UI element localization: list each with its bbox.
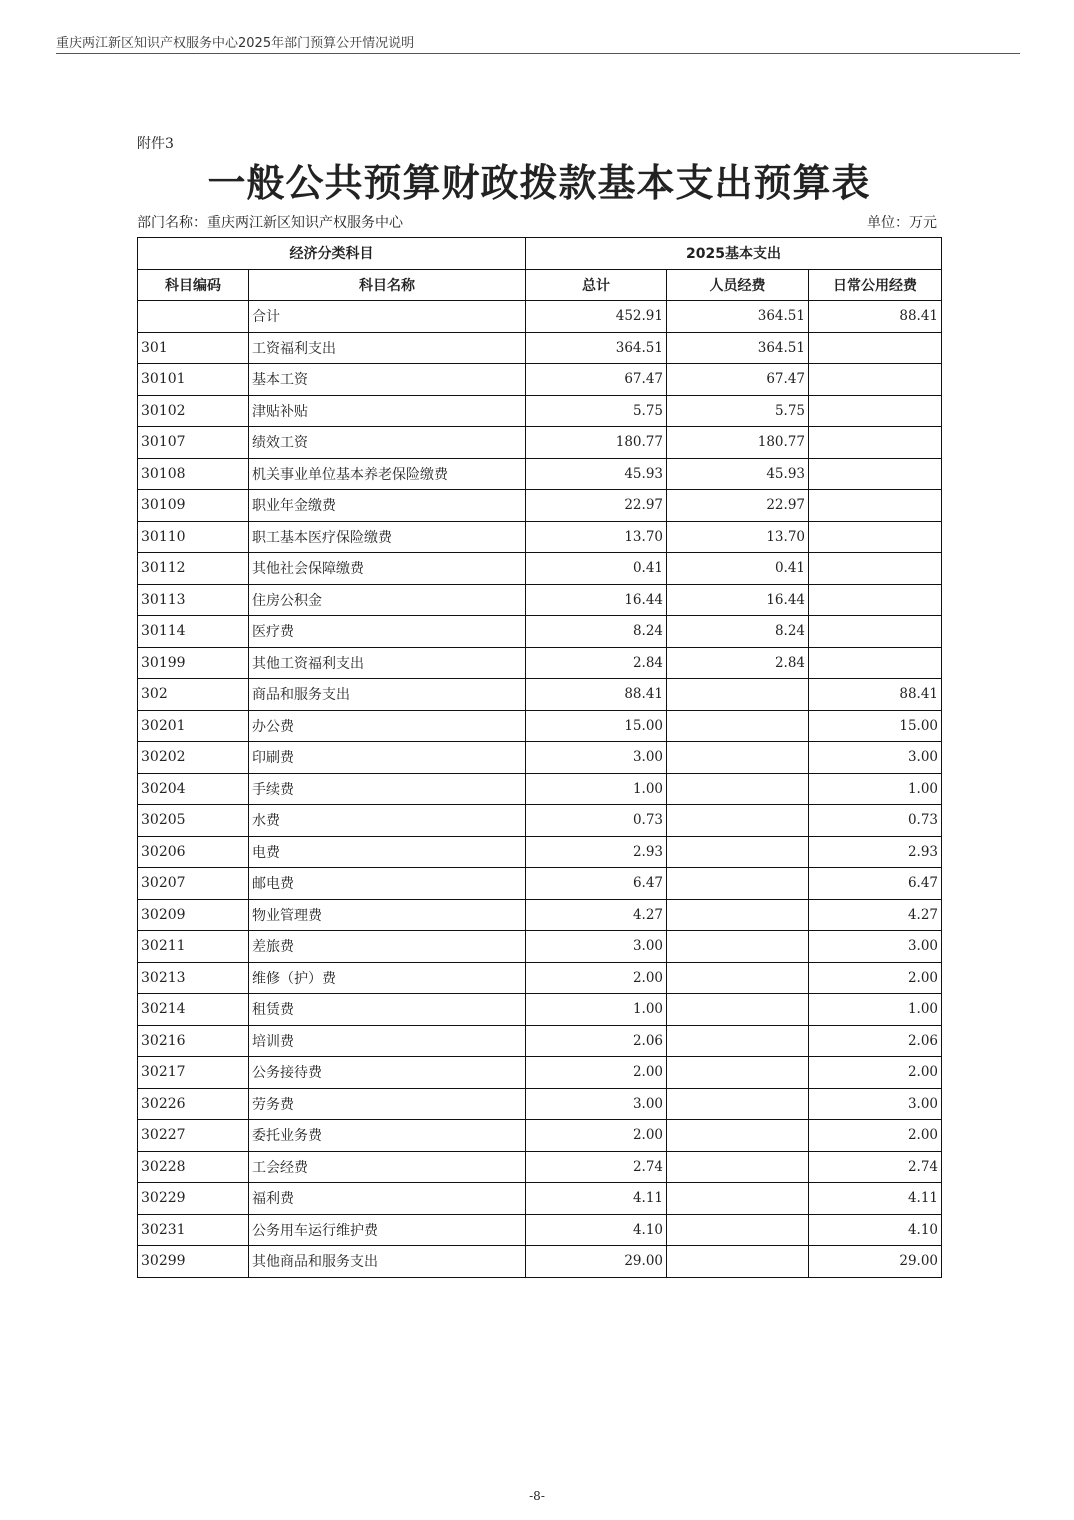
cell-personnel: 364.51 <box>667 332 809 364</box>
cell-name: 差旅费 <box>249 931 526 963</box>
table-row <box>138 1246 942 1278</box>
cell-total: 4.27 <box>526 899 667 931</box>
cell-code: 30229 <box>138 1183 249 1215</box>
cell-personnel: 5.75 <box>667 395 809 427</box>
column-header-total: 总计 <box>526 269 667 301</box>
cell-code: 30110 <box>138 521 249 553</box>
cell-public: 1.00 <box>809 773 942 805</box>
cell-public: 3.00 <box>809 742 942 774</box>
cell-name: 公务用车运行维护费 <box>249 1214 526 1246</box>
table-row <box>138 364 942 396</box>
cell-public: 15.00 <box>809 710 942 742</box>
cell-personnel <box>667 1246 809 1278</box>
cell-personnel: 364.51 <box>667 301 809 333</box>
cell-total: 88.41 <box>526 679 667 711</box>
cell-public: 1.00 <box>809 994 942 1026</box>
cell-personnel <box>667 742 809 774</box>
cell-code: 30102 <box>138 395 249 427</box>
cell-public <box>809 332 942 364</box>
cell-code: 30216 <box>138 1025 249 1057</box>
cell-total: 0.73 <box>526 805 667 837</box>
cell-code <box>138 301 249 333</box>
cell-code: 30226 <box>138 1088 249 1120</box>
cell-personnel: 2.84 <box>667 647 809 679</box>
cell-public: 2.00 <box>809 1057 942 1089</box>
cell-personnel: 22.97 <box>667 490 809 522</box>
table-row <box>138 710 942 742</box>
cell-name: 培训费 <box>249 1025 526 1057</box>
table-row <box>138 490 942 522</box>
cell-total: 45.93 <box>526 458 667 490</box>
table-row <box>138 994 942 1026</box>
table-row <box>138 301 942 333</box>
cell-personnel <box>667 679 809 711</box>
cell-code: 301 <box>138 332 249 364</box>
cell-name: 印刷费 <box>249 742 526 774</box>
table-row <box>138 962 942 994</box>
column-header-personnel: 人员经费 <box>667 269 809 301</box>
cell-personnel <box>667 899 809 931</box>
page-title: 一般公共预算财政拨款基本支出预算表 <box>207 160 871 205</box>
cell-total: 22.97 <box>526 490 667 522</box>
cell-total: 5.75 <box>526 395 667 427</box>
cell-code: 30227 <box>138 1120 249 1152</box>
table-row <box>138 395 942 427</box>
cell-total: 180.77 <box>526 427 667 459</box>
cell-public <box>809 395 942 427</box>
cell-public <box>809 521 942 553</box>
cell-total: 3.00 <box>526 742 667 774</box>
cell-total: 8.24 <box>526 616 667 648</box>
table-row <box>138 931 942 963</box>
cell-public: 2.93 <box>809 836 942 868</box>
table-row <box>138 647 942 679</box>
cell-code: 30214 <box>138 994 249 1026</box>
cell-code: 30299 <box>138 1246 249 1278</box>
cell-name: 商品和服务支出 <box>249 679 526 711</box>
cell-total: 2.74 <box>526 1151 667 1183</box>
cell-public: 29.00 <box>809 1246 942 1278</box>
cell-code: 30108 <box>138 458 249 490</box>
cell-total: 2.06 <box>526 1025 667 1057</box>
cell-public: 0.73 <box>809 805 942 837</box>
cell-name: 其他商品和服务支出 <box>249 1246 526 1278</box>
column-header-code: 科目编码 <box>138 269 249 301</box>
table-row <box>138 1088 942 1120</box>
table-body <box>138 301 942 1278</box>
cell-code: 30107 <box>138 427 249 459</box>
cell-code: 30231 <box>138 1214 249 1246</box>
cell-code: 30202 <box>138 742 249 774</box>
attachment-label: 附件3 <box>137 136 174 152</box>
table-row <box>138 427 942 459</box>
cell-public: 88.41 <box>809 679 942 711</box>
cell-total: 4.11 <box>526 1183 667 1215</box>
cell-total: 13.70 <box>526 521 667 553</box>
cell-name: 绩效工资 <box>249 427 526 459</box>
cell-code: 302 <box>138 679 249 711</box>
cell-personnel <box>667 962 809 994</box>
cell-code: 30109 <box>138 490 249 522</box>
cell-total: 1.00 <box>526 773 667 805</box>
cell-name: 维修（护）费 <box>249 962 526 994</box>
table-row <box>138 1120 942 1152</box>
cell-public <box>809 490 942 522</box>
cell-code: 30217 <box>138 1057 249 1089</box>
cell-code: 30114 <box>138 616 249 648</box>
cell-public: 88.41 <box>809 301 942 333</box>
cell-name: 邮电费 <box>249 868 526 900</box>
budget-table <box>137 237 942 1278</box>
cell-total: 6.47 <box>526 868 667 900</box>
cell-code: 30205 <box>138 805 249 837</box>
table-row <box>138 553 942 585</box>
cell-public: 2.06 <box>809 1025 942 1057</box>
cell-public: 2.00 <box>809 962 942 994</box>
group-header-econ: 经济分类科目 <box>138 238 526 270</box>
cell-code: 30213 <box>138 962 249 994</box>
cell-name: 福利费 <box>249 1183 526 1215</box>
cell-total: 2.00 <box>526 1057 667 1089</box>
cell-public <box>809 616 942 648</box>
table-row <box>138 805 942 837</box>
cell-code: 30204 <box>138 773 249 805</box>
cell-total: 2.00 <box>526 1120 667 1152</box>
department-name: 部门名称：重庆两江新区知识产权服务中心 <box>137 215 403 231</box>
cell-public: 2.74 <box>809 1151 942 1183</box>
cell-personnel <box>667 805 809 837</box>
cell-public: 3.00 <box>809 931 942 963</box>
cell-total: 364.51 <box>526 332 667 364</box>
cell-personnel <box>667 1088 809 1120</box>
cell-name: 住房公积金 <box>249 584 526 616</box>
cell-name: 委托业务费 <box>249 1120 526 1152</box>
cell-total: 16.44 <box>526 584 667 616</box>
cell-name: 劳务费 <box>249 1088 526 1120</box>
table-row <box>138 899 942 931</box>
cell-name: 租赁费 <box>249 994 526 1026</box>
group-header-basic: 2025基本支出 <box>526 238 942 270</box>
cell-name: 手续费 <box>249 773 526 805</box>
cell-name: 其他工资福利支出 <box>249 647 526 679</box>
cell-personnel: 0.41 <box>667 553 809 585</box>
cell-name: 基本工资 <box>249 364 526 396</box>
table-row <box>138 458 942 490</box>
cell-total: 452.91 <box>526 301 667 333</box>
cell-total: 15.00 <box>526 710 667 742</box>
cell-code: 30201 <box>138 710 249 742</box>
running-header: 重庆两江新区知识产权服务中心2025年部门预算公开情况说明 <box>56 36 415 51</box>
cell-personnel <box>667 1183 809 1215</box>
cell-name: 工资福利支出 <box>249 332 526 364</box>
cell-personnel: 180.77 <box>667 427 809 459</box>
cell-public <box>809 584 942 616</box>
cell-total: 2.84 <box>526 647 667 679</box>
cell-public: 3.00 <box>809 1088 942 1120</box>
cell-name: 津贴补贴 <box>249 395 526 427</box>
cell-code: 30228 <box>138 1151 249 1183</box>
cell-total: 0.41 <box>526 553 667 585</box>
cell-name: 物业管理费 <box>249 899 526 931</box>
cell-public: 4.11 <box>809 1183 942 1215</box>
cell-personnel: 45.93 <box>667 458 809 490</box>
cell-public: 2.00 <box>809 1120 942 1152</box>
table-row <box>138 679 942 711</box>
cell-personnel: 8.24 <box>667 616 809 648</box>
cell-name: 职工基本医疗保险缴费 <box>249 521 526 553</box>
cell-total: 3.00 <box>526 931 667 963</box>
cell-total: 3.00 <box>526 1088 667 1120</box>
table-row <box>138 616 942 648</box>
table-row <box>138 836 942 868</box>
cell-personnel <box>667 1214 809 1246</box>
cell-total: 2.00 <box>526 962 667 994</box>
cell-public <box>809 647 942 679</box>
cell-public: 4.27 <box>809 899 942 931</box>
cell-name: 其他社会保障缴费 <box>249 553 526 585</box>
table-row <box>138 584 942 616</box>
table-row <box>138 1057 942 1089</box>
cell-personnel <box>667 1120 809 1152</box>
table-row <box>138 1025 942 1057</box>
cell-name: 职业年金缴费 <box>249 490 526 522</box>
cell-code: 30112 <box>138 553 249 585</box>
cell-public: 4.10 <box>809 1214 942 1246</box>
cell-code: 30199 <box>138 647 249 679</box>
cell-code: 30209 <box>138 899 249 931</box>
cell-code: 30113 <box>138 584 249 616</box>
cell-personnel: 16.44 <box>667 584 809 616</box>
column-header-name: 科目名称 <box>249 269 526 301</box>
cell-code: 30206 <box>138 836 249 868</box>
table-row <box>138 332 942 364</box>
cell-name: 电费 <box>249 836 526 868</box>
header-divider <box>56 53 1020 54</box>
cell-personnel <box>667 868 809 900</box>
page-number: -8- <box>529 1489 545 1503</box>
cell-personnel <box>667 1151 809 1183</box>
table-row <box>138 1214 942 1246</box>
cell-total: 2.93 <box>526 836 667 868</box>
table-row <box>138 742 942 774</box>
cell-code: 30207 <box>138 868 249 900</box>
cell-public <box>809 458 942 490</box>
cell-public <box>809 553 942 585</box>
cell-name: 办公费 <box>249 710 526 742</box>
table-row <box>138 773 942 805</box>
cell-personnel: 67.47 <box>667 364 809 396</box>
unit-label: 单位：万元 <box>867 215 937 231</box>
cell-personnel <box>667 1025 809 1057</box>
cell-personnel <box>667 931 809 963</box>
column-header-public: 日常公用经费 <box>809 269 942 301</box>
cell-name: 医疗费 <box>249 616 526 648</box>
cell-public <box>809 427 942 459</box>
cell-code: 30211 <box>138 931 249 963</box>
cell-public: 6.47 <box>809 868 942 900</box>
cell-name: 工会经费 <box>249 1151 526 1183</box>
cell-personnel <box>667 1057 809 1089</box>
cell-total: 67.47 <box>526 364 667 396</box>
table-row <box>138 1151 942 1183</box>
cell-name: 机关事业单位基本养老保险缴费 <box>249 458 526 490</box>
cell-public <box>809 364 942 396</box>
cell-personnel <box>667 836 809 868</box>
cell-name: 公务接待费 <box>249 1057 526 1089</box>
table-row <box>138 868 942 900</box>
cell-personnel <box>667 994 809 1026</box>
cell-name: 水费 <box>249 805 526 837</box>
cell-total: 29.00 <box>526 1246 667 1278</box>
cell-total: 1.00 <box>526 994 667 1026</box>
cell-personnel: 13.70 <box>667 521 809 553</box>
cell-personnel <box>667 773 809 805</box>
cell-code: 30101 <box>138 364 249 396</box>
group-header-row <box>138 238 942 270</box>
cell-name: 合计 <box>249 301 526 333</box>
table-row <box>138 1183 942 1215</box>
table-row <box>138 521 942 553</box>
cell-total: 4.10 <box>526 1214 667 1246</box>
column-header-row <box>138 269 942 301</box>
cell-personnel <box>667 710 809 742</box>
